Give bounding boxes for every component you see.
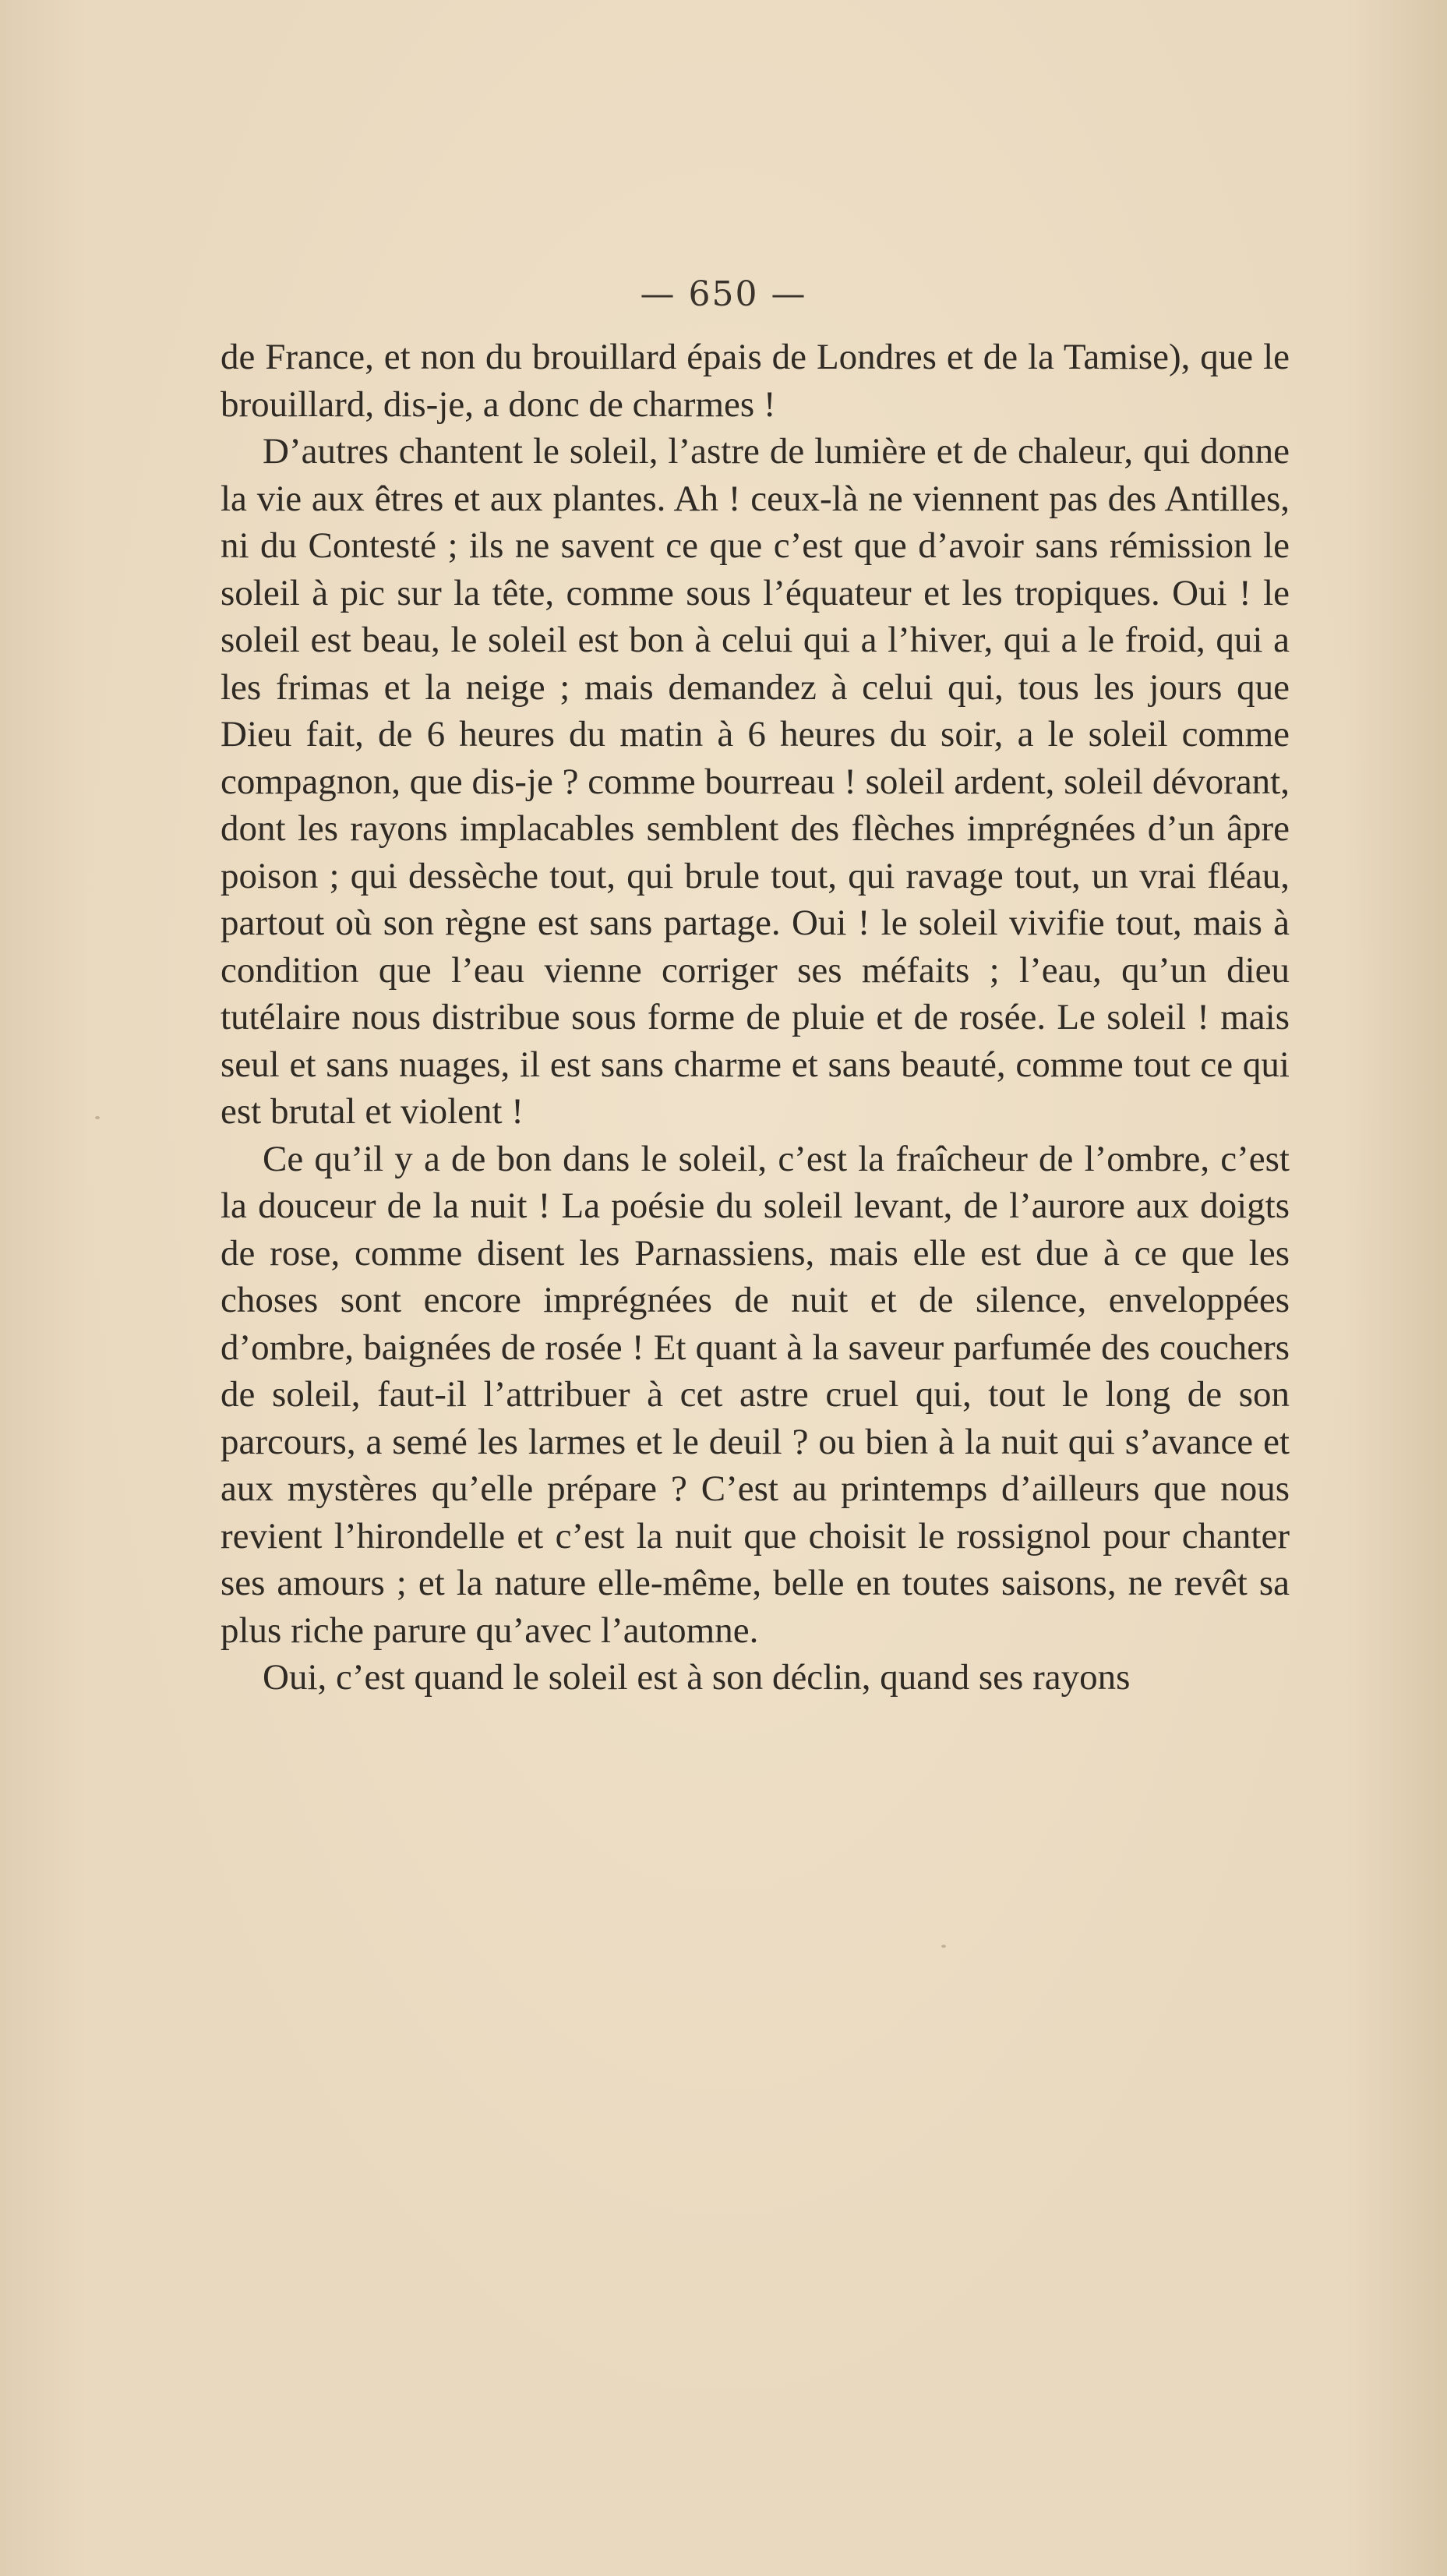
paragraph-1: de France, et non du brouillard épais de Londres et de la Tamise), que le brouillard, dis-je, a donc de charmes ! <box>221 337 1290 425</box>
body-text <box>221 334 1290 1701</box>
paragraph-4: Oui, c’est quand le soleil est à son déclin, quand ses rayons <box>263 1657 1131 1698</box>
paragraph-3: Ce qu’il y a de bon dans le soleil, c’est la fraîcheur de l’ombre, c’est la douceur de la nuit ! La poésie du soleil levant, de l’aurore aux doigts de rose, comme disent les Parnassiens, mais elle est due à ce que les choses sont encore imprégnées de nuit et de silence, enveloppées d’ombre, baignées de rosée ! Et quant à la saveur parfumée des couchers de soleil, faut-il l’attribuer à cet astre cruel qui, tout le long de son parcours, a semé les larmes et le deuil ? ou bien à la nuit qui s’avance et aux mystères qu’elle prépare ? C’est au printemps d’ailleurs que nous revient l’hirondelle et c’est la nuit que choisit le rossignol pour chanter ses amours ; et la nature elle-même, belle en toutes saisons, ne revêt sa plus riche parure qu’avec l’automne. <box>221 1138 1290 1651</box>
paper-speck <box>95 1116 100 1119</box>
paper-speck <box>1241 444 1246 447</box>
page-number: — 650 — <box>640 274 807 314</box>
paragraph-2: D’autres chantent le soleil, l’astre de lumière et de chaleur, qui donne la vie aux êtres et aux plantes. Ah ! ceux-là ne viennent pas des Antilles, ni du Contesté ; ils ne savent ce que c’est que d’avoir sans rémission le soleil à pic sur la tête, comme sous l’équateur et les tropiques. Oui ! le soleil est beau, le soleil est bon à celui qui a l’hiver, qui a le froid, qui a les frimas et la neige ; mais demandez à celui qui, tous les jours que Dieu fait, de 6 heures du matin à 6 heures du soir, a le soleil comme compagnon, que dis-je ? comme bourreau ! soleil ardent, soleil dévorant, dont les rayons implacables semblent des flèches imprégnées d’un âpre poison ; qui dessèche tout, qui brule tout, qui ravage tout, un vrai fléau, partout où son règne est sans partage. Oui ! le soleil vivifie tout, mais à condition que l’eau vienne corriger ses méfaits ; l’eau, qu’un dieu tutélaire nous distribue sous forme de pluie et de rosée. Le soleil ! mais seul et sans nuages, il est sans charme et sans beauté, comme tout ce qui est brutal et violent ! <box>221 431 1290 1132</box>
paper-speck <box>941 1945 946 1948</box>
